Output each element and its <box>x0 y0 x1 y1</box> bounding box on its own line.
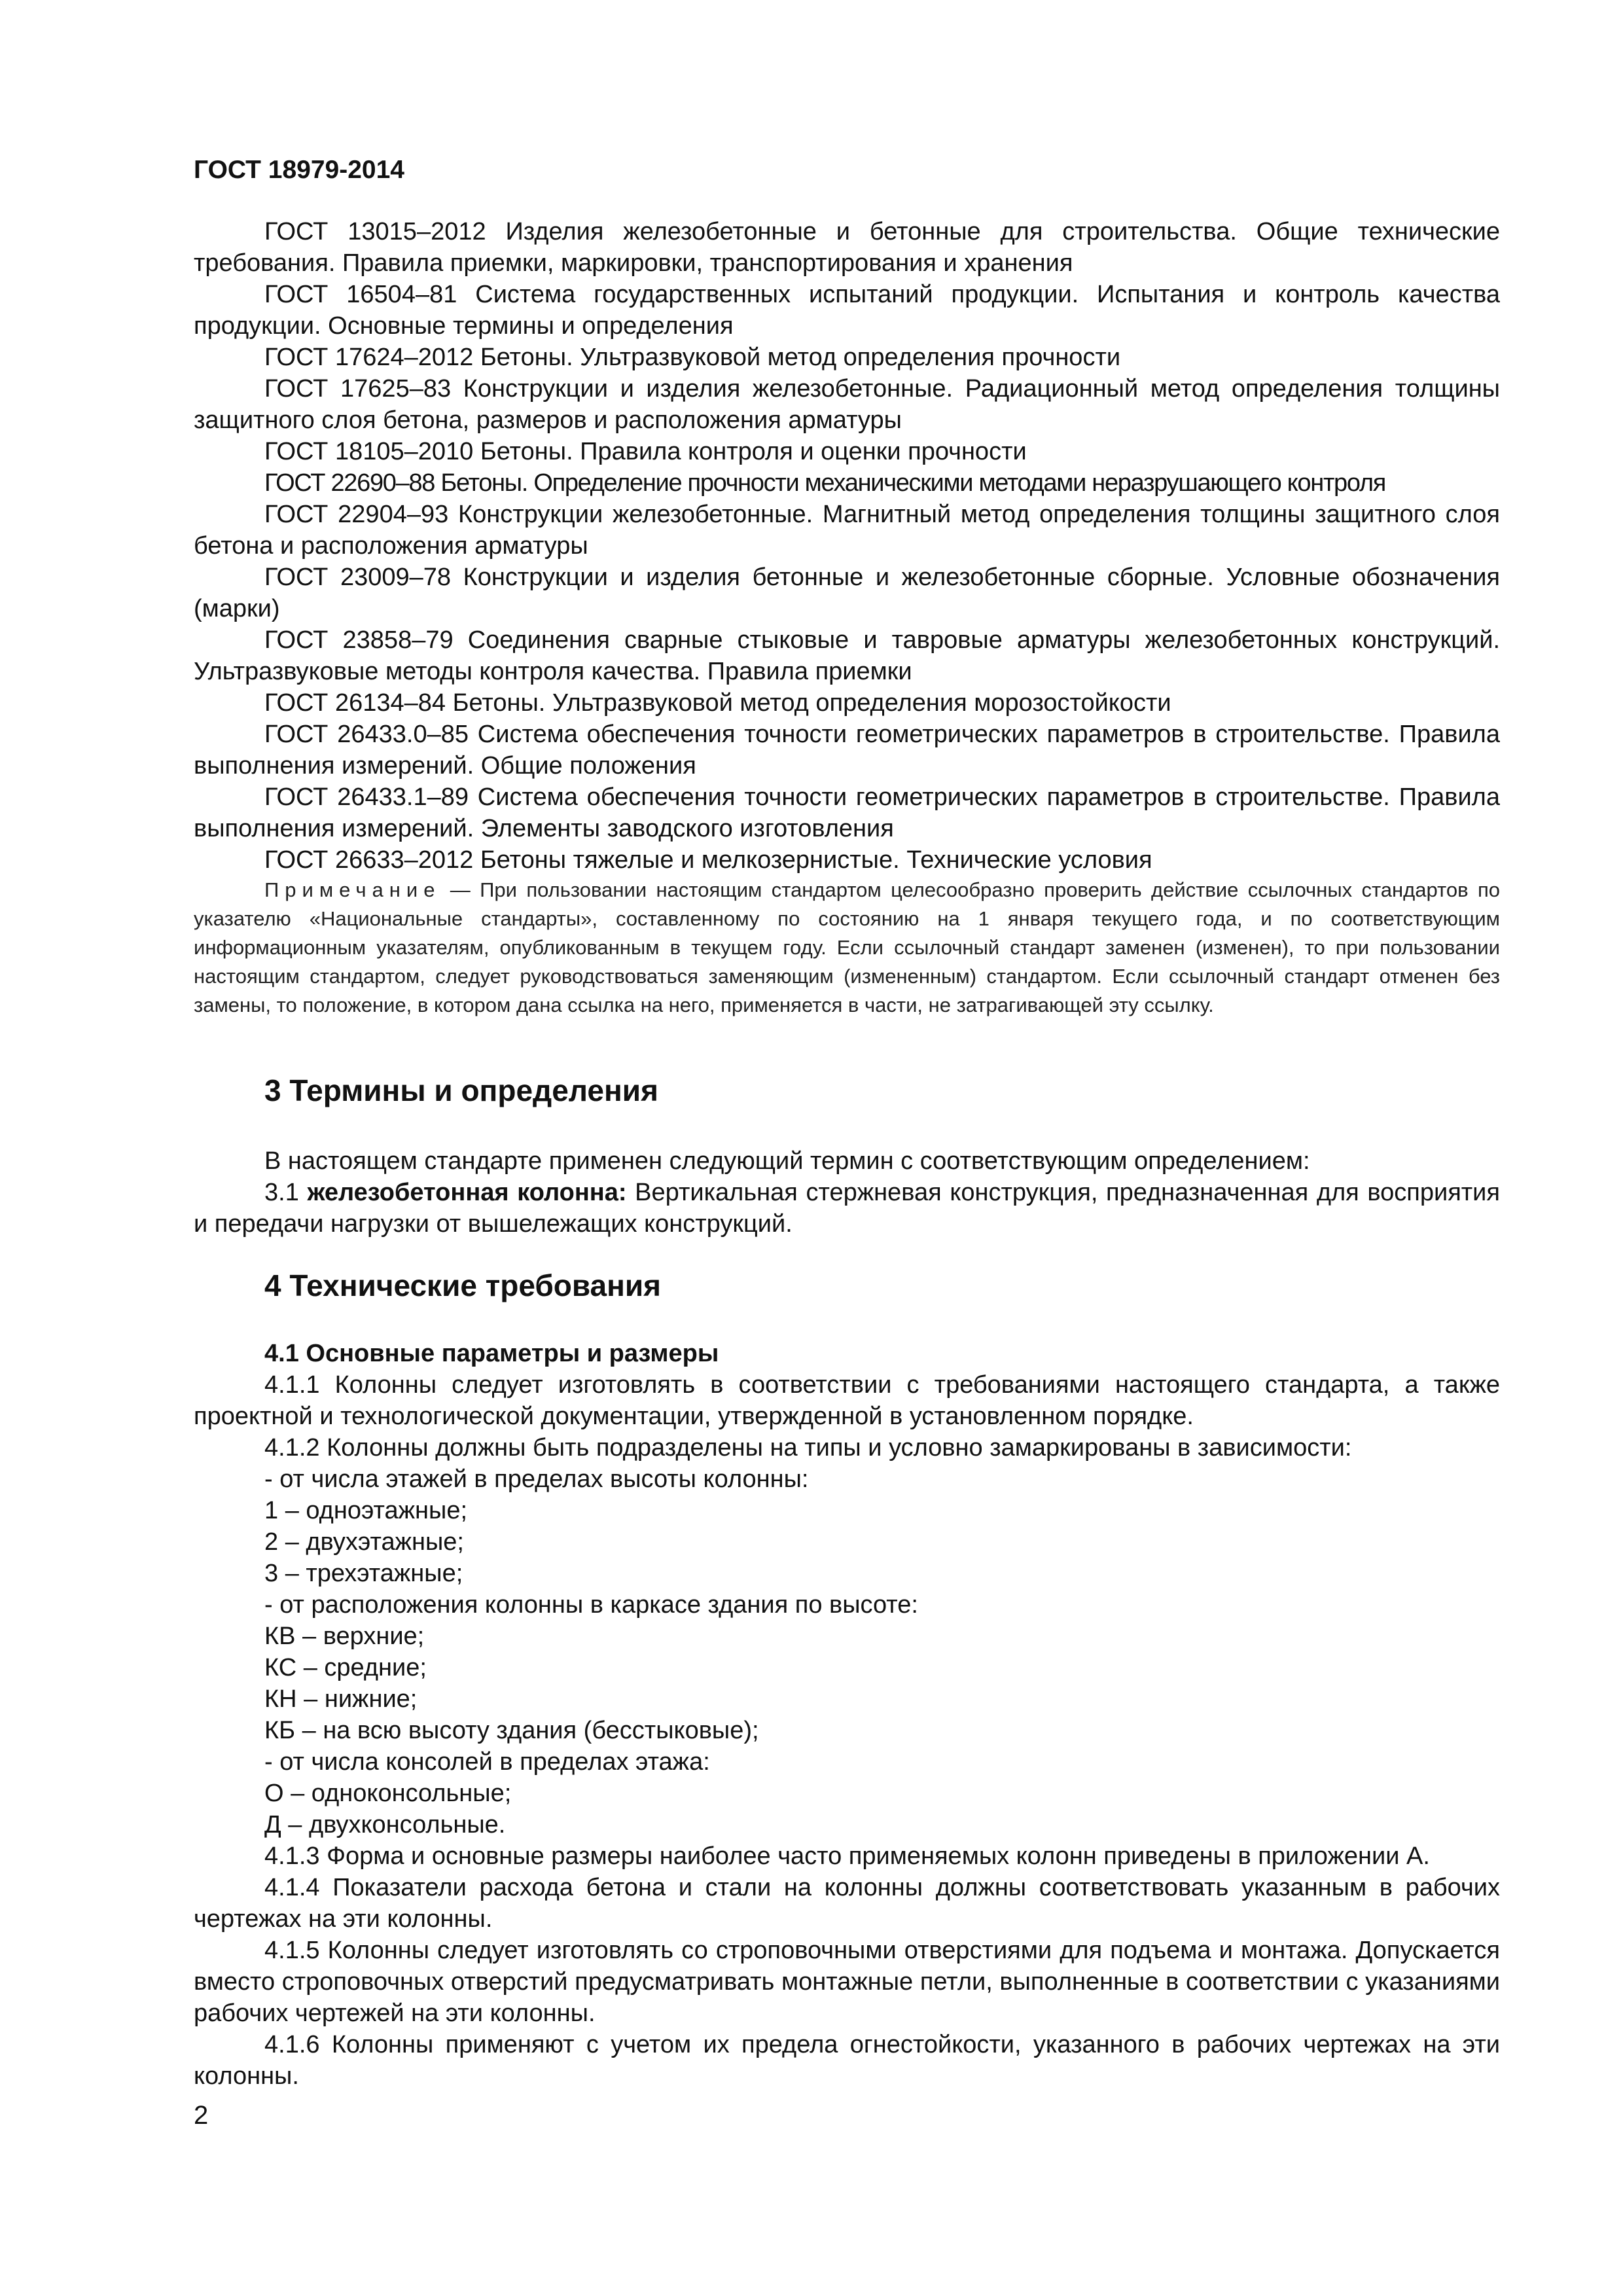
paragraph-4-1-1: 4.1.1 Колонны следует изготовлять в соответствии с требованиями настоящего стандарта, а также проектной и технологической документации, утвержденной в установленном порядке. <box>194 1371 1500 1430</box>
reference-item: ГОСТ 22690–88 Бетоны. Определение прочности механическими методами неразрушающего контроля <box>264 469 1386 497</box>
reference-item: ГОСТ 23858–79 Соединения сварные стыковые и тавровые арматуры железобетонных конструкций. Ультразвуковые методы контроля качества. Правила приемки <box>194 626 1500 685</box>
page-number: 2 <box>194 2101 209 2130</box>
list-item: КВ – верхние; <box>264 1623 425 1650</box>
term-name: железобетонная колонна: <box>307 1179 627 1206</box>
note-label: Примечание <box>264 878 441 901</box>
list-item: КН – нижние; <box>264 1685 418 1713</box>
reference-item: ГОСТ 26134–84 Бетоны. Ультразвуковой метод определения морозостойкости <box>264 689 1171 717</box>
paragraph-4-1-5: 4.1.5 Колонны следует изготовлять со строповочными отверстиями для подъема и монтажа. Допускается вместо строповочных отверстий предусматривать монтажные петли, выполненные в соответствии с указаниями рабочих чертежей на эти колонны. <box>194 1937 1500 2027</box>
term-number: 3.1 <box>264 1179 308 1206</box>
reference-item: ГОСТ 16504–81 Система государственных испытаний продукции. Испытания и контроль качества продукции. Основные термины и определения <box>194 281 1500 340</box>
reference-item: ГОСТ 17624–2012 Бетоны. Ультразвуковой метод определения прочности <box>264 344 1121 371</box>
references-block <box>194 216 1500 1020</box>
reference-item: ГОСТ 26433.0–85 Система обеспечения точности геометрических параметров в строительстве. Правила выполнения измерений. Общие положения <box>194 721 1500 780</box>
term-text: Вертикальная стержневая конструкция, предназначенная для восприятия и передачи нагрузки от вышележащих конструкций. <box>194 1179 1500 1238</box>
section-4-heading: 4 Технические требования <box>264 1268 661 1302</box>
list-item: Д – двухконсольные. <box>264 1811 506 1839</box>
list-intro: - от числа консолей в пределах этажа: <box>264 1748 710 1776</box>
note-text: — При пользовании настоящим стандартом целесообразно проверить действие ссылочных стандартов по указателю «Национальные стандарты», составленному по состоянию на 1 января текущего года, и по соответствующим информационным указателям, опубликованным в текущем году. Если ссылочный стандарт заменен (изменен), то при пользовании настоящим стандартом, следует руководствоваться заменяющим (измененным) стандартом. Если ссылочный стандарт отменен без замены, то положение, в котором дана ссылка на него, применяется в части, не затрагивающей эту ссылку. <box>194 878 1500 1016</box>
list-item: 2 – двухэтажные; <box>264 1528 464 1556</box>
paragraph-4-1-4: 4.1.4 Показатели расхода бетона и стали на колонны должны соответствовать указанным в рабочих чертежах на эти колонны. <box>194 1874 1500 1933</box>
list-intro: - от числа этажей в пределах высоты колонны: <box>264 1465 809 1493</box>
paragraph-4-1-3: 4.1.3 Форма и основные размеры наиболее часто применяемых колонн приведены в приложении А. <box>264 1842 1430 1870</box>
reference-item: ГОСТ 22904–93 Конструкции железобетонные. Магнитный метод определения толщины защитного слоя бетона и расположения арматуры <box>194 501 1500 560</box>
term-definition <box>194 1177 1500 1240</box>
list-item: 3 – трехэтажные; <box>264 1560 463 1587</box>
section-3-heading: 3 Термины и определения <box>264 1073 658 1107</box>
note-paragraph <box>194 876 1500 1020</box>
reference-item: ГОСТ 26433.1–89 Система обеспечения точности геометрических параметров в строительстве. Правила выполнения измерений. Элементы заводского изготовления <box>194 783 1500 842</box>
reference-item: ГОСТ 17625–83 Конструкции и изделия железобетонные. Радиационный метод определения толщины защитного слоя бетона, размеров и расположения арматуры <box>194 375 1500 434</box>
list-intro: - от расположения колонны в каркасе здания по высоте: <box>264 1591 918 1619</box>
reference-item: ГОСТ 13015–2012 Изделия железобетонные и бетонные для строительства. Общие технические требования. Правила приемки, маркировки, транспортирования и хранения <box>194 218 1500 277</box>
paragraph-4-1-2: 4.1.2 Колонны должны быть подразделены на типы и условно замаркированы в зависимости: <box>264 1434 1352 1462</box>
section-3-intro: В настоящем стандарте применен следующий термин с соответствующим определением: <box>264 1147 1310 1175</box>
page-header: ГОСТ 18979-2014 <box>194 156 404 184</box>
list-item: КБ – на всю высоту здания (бесстыковые); <box>264 1717 759 1744</box>
section-3-body <box>194 1145 1500 1240</box>
section-4-body <box>194 1338 1500 2092</box>
reference-item: ГОСТ 18105–2010 Бетоны. Правила контроля и оценки прочности <box>264 438 1027 465</box>
reference-item: ГОСТ 26633–2012 Бетоны тяжелые и мелкозернистые. Технические условия <box>264 846 1152 874</box>
list-item: 1 – одноэтажные; <box>264 1497 468 1524</box>
list-item: О – одноконсольные; <box>264 1780 512 1807</box>
reference-item: ГОСТ 23009–78 Конструкции и изделия бетонные и железобетонные сборные. Условные обозначения (марки) <box>194 564 1500 622</box>
list-item: КС – средние; <box>264 1654 427 1681</box>
subsection-heading: 4.1 Основные параметры и размеры <box>264 1340 719 1367</box>
paragraph-4-1-6: 4.1.6 Колонны применяют с учетом их предела огнестойкости, указанного в рабочих чертежах на эти колонны. <box>194 2031 1500 2090</box>
